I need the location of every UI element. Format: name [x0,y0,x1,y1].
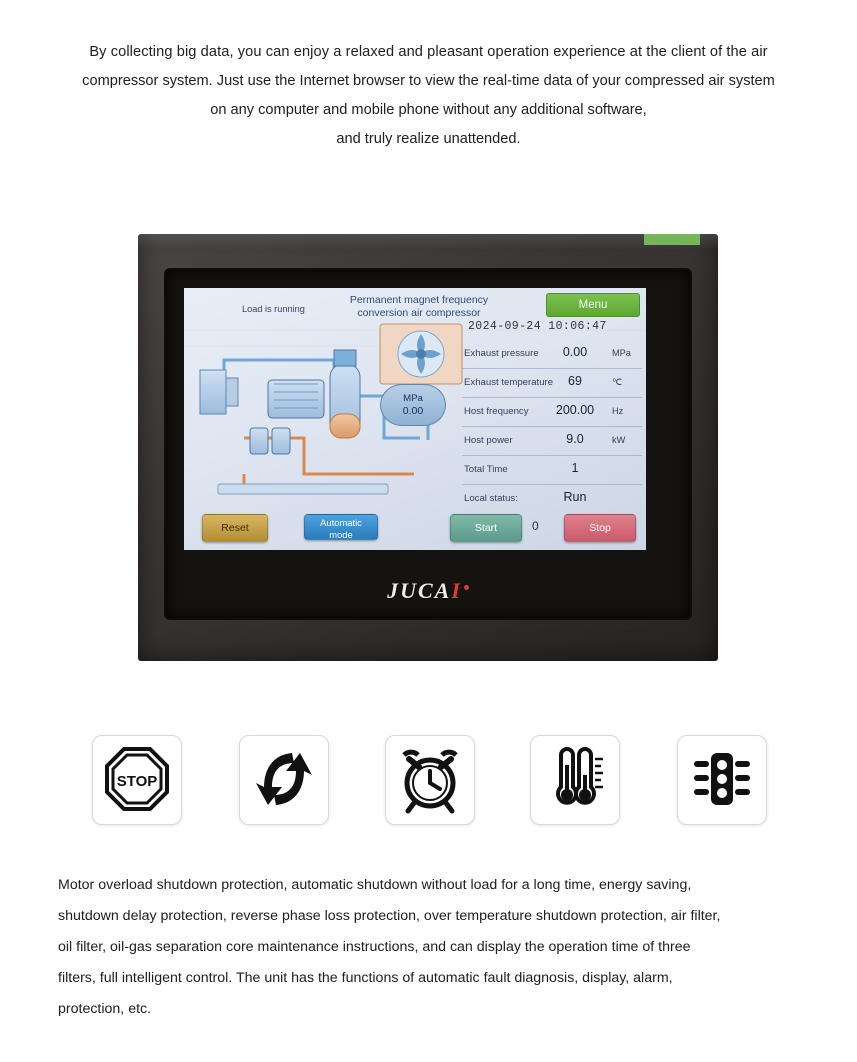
readout-row [462,485,642,513]
feature-icon-stop [92,735,182,825]
stop-sign-icon [101,743,173,815]
readout-label: Exhaust pressure [464,348,539,359]
feature-icon-alarm-clock [385,735,475,825]
intro-line-1: By collecting big data, you can enjoy a relaxed and pleasant operation experience at the client of the air [89,44,768,60]
readout-label: Total Time [464,464,508,475]
feature-icon-row [0,735,857,833]
intro-line-3: on any computer and mobile phone without any additional software, [210,102,647,118]
readout-row [462,427,642,456]
readout-row [462,369,642,398]
readout-unit: MPa [612,348,631,358]
hmi-screen [184,288,646,550]
readout-label: Host frequency [464,406,529,417]
readout-value: 1 [571,461,579,475]
readout-row [462,340,642,369]
datetime-display: 2024-09-24 10:06:47 [468,320,607,333]
intro-line-2: compressor system. Just use the Internet browser to view the real-time data of your compressed air system [82,73,775,89]
readout-unit: Hz [612,406,624,416]
feature-icon-recycle [239,735,329,825]
outro-line-3: oil filter, oil-gas separation core maintenance instructions, and can display the operation time of three [58,939,691,955]
counter-value: 0 [532,519,539,533]
pressure-tank-gauge [380,384,446,426]
tank-unit-label: MPa [403,393,423,404]
bezel-highlight [138,234,718,250]
feature-icon-traffic-light [677,735,767,825]
hmi-panel-photo [138,234,718,661]
running-status-text: Load is running [242,304,305,314]
recycle-arrows-icon [248,743,320,815]
outro-line-4: filters, full intelligent control. The unit has the functions of automatic fault diagnosis, display, alarm, [58,970,673,986]
readout-label: Local status: [464,493,518,504]
reset-button[interactable]: Reset [202,514,268,542]
alarm-clock-icon [394,743,466,815]
start-button[interactable]: Start [450,514,522,542]
screen-button-row [184,514,646,544]
automatic-mode-line-1: Automatic [320,517,362,528]
screen-title-line-1: Permanent magnet frequency [349,294,489,306]
screen-title-line-2: conversion air compressor [357,307,481,319]
brand-logo-dot [464,585,469,590]
readout-label: Host power [464,435,513,446]
readout-unit: ℃ [612,377,623,387]
readout-value: 9.0 [566,432,584,446]
readout-row [462,456,642,485]
stop-sign-label: STOP [116,773,158,790]
automatic-mode-line-2: mode [329,529,353,540]
outro-line-5: protection, etc. [58,1001,152,1017]
readout-value: 200.00 [555,403,595,417]
intro-paragraph [49,38,809,154]
outro-paragraph [58,870,800,1025]
feature-icon-temperature [530,735,620,825]
stop-button[interactable]: Stop [564,514,636,542]
readout-label: Exhaust temperature [464,377,554,388]
tank-pressure-value: 0.00 [402,405,424,417]
outro-line-1: Motor overload shutdown protection, automatic shutdown without load for a long time, energy saving, [58,877,692,893]
readout-table [462,340,642,513]
brand-logo-accent: I [451,578,462,603]
green-sticker [644,234,700,245]
readout-value: Run [563,490,587,504]
outro-line-2: shutdown delay protection, reverse phase loss protection, over temperature shutdown protection, air filter, [58,908,721,924]
brand-logo-text: JUCA [387,578,452,603]
thermometer-icon [539,743,611,815]
brand-logo [166,578,690,604]
panel-display-frame [166,270,690,618]
traffic-light-icon [686,743,758,815]
panel-bezel [138,234,718,661]
readout-row [462,398,642,427]
automatic-mode-button[interactable] [304,514,378,540]
readout-value: 0.00 [562,345,588,359]
readout-unit: kW [612,435,626,445]
screen-title [304,294,534,320]
readout-value: 69 [568,374,582,388]
intro-line-4: and truly realize unattended. [336,131,521,147]
menu-button[interactable]: Menu [546,293,640,317]
